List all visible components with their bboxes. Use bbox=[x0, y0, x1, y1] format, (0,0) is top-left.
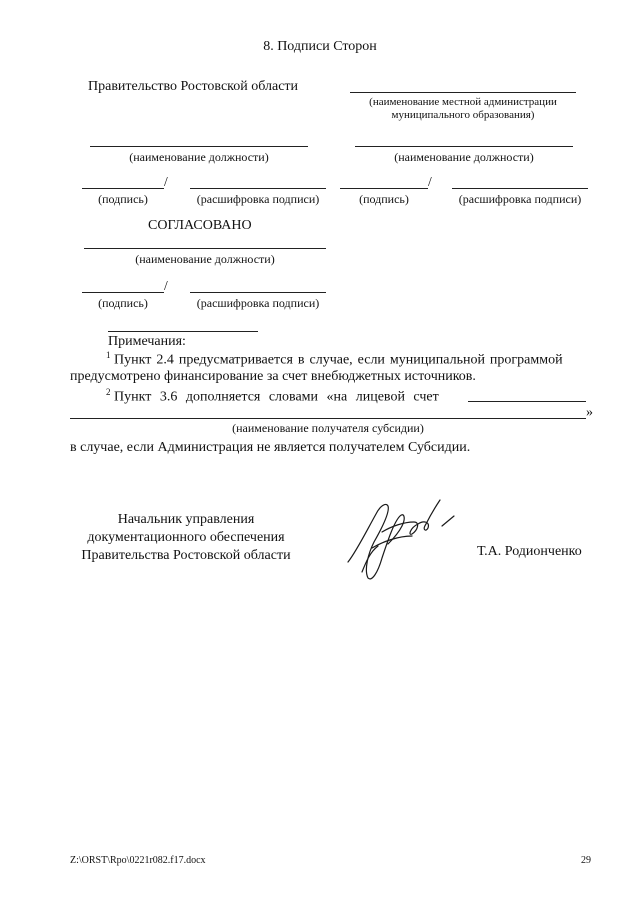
footer-file-path: Z:\ORST\Rpo\0221r082.f17.docx bbox=[70, 855, 206, 866]
note-2-continuation: в случае, если Администрация не является получателем Субсидии. bbox=[70, 440, 471, 455]
left-slash: / bbox=[164, 174, 168, 189]
right-party-name-line bbox=[350, 92, 576, 93]
right-party-caption: (наименование местной администрации муниципального образования) bbox=[369, 96, 557, 121]
agreed-slash: / bbox=[164, 278, 168, 293]
agreed-sign-caption: (подпись) bbox=[98, 296, 148, 310]
right-decode-caption: (расшифровка подписи) bbox=[458, 192, 582, 206]
agreed-title: СОГЛАСОВАНО bbox=[148, 218, 252, 233]
right-position-line bbox=[355, 146, 573, 147]
section-heading: 8. Подписи Сторон bbox=[263, 39, 377, 54]
left-position-line bbox=[90, 146, 308, 147]
left-signature-line bbox=[82, 188, 164, 189]
right-sign-caption: (подпись) bbox=[359, 192, 409, 206]
note-2-marker: 2 bbox=[106, 387, 111, 397]
right-signature-line bbox=[340, 188, 428, 189]
note-2 bbox=[106, 387, 439, 406]
notes-title: Примечания: bbox=[108, 334, 186, 349]
left-position-caption: (наименование должности) bbox=[129, 150, 269, 164]
agreed-decode-line bbox=[190, 292, 326, 293]
note-2-close-quote: » bbox=[586, 405, 593, 420]
signatory-title-line-3: Правительства Ростовской области bbox=[81, 548, 291, 563]
left-decode-caption: (расшифровка подписи) bbox=[196, 192, 320, 206]
right-decode-line bbox=[452, 188, 588, 189]
left-party-name: Правительство Ростовской области bbox=[88, 79, 299, 94]
note-1 bbox=[106, 350, 563, 369]
signatory-title-line-1: Начальник управления bbox=[117, 512, 255, 527]
signatory-title-line-2: документационного обеспечения bbox=[87, 530, 285, 545]
note-1-marker: 1 bbox=[106, 350, 111, 360]
agreed-decode-caption: (расшифровка подписи) bbox=[196, 296, 320, 310]
left-sign-caption: (подпись) bbox=[98, 192, 148, 206]
left-decode-line bbox=[190, 188, 326, 189]
note-2-text: Пункт 3.6 дополняется словами «на лицевой счет bbox=[114, 389, 439, 405]
signatory-title bbox=[68, 511, 304, 565]
footer-page-number: 29 bbox=[581, 855, 591, 866]
agreed-position-caption: (наименование должности) bbox=[135, 252, 275, 266]
agreed-signature-line bbox=[82, 292, 164, 293]
recipient-caption: (наименование получателя субсидии) bbox=[232, 421, 424, 435]
recipient-name-line bbox=[70, 418, 586, 419]
right-position-caption: (наименование должности) bbox=[394, 150, 534, 164]
right-slash: / bbox=[428, 174, 432, 189]
agreed-position-line bbox=[84, 248, 326, 249]
handwritten-signature bbox=[342, 492, 460, 584]
note-1-continuation: предусмотрено финансирование за счет внебюджетных источников. bbox=[70, 369, 476, 384]
signatory-name: Т.А. Родионченко bbox=[477, 544, 582, 559]
note-1-text: Пункт 2.4 предусматривается в случае, если муниципальной программой bbox=[114, 352, 563, 368]
account-number-line bbox=[468, 401, 586, 402]
footnote-separator bbox=[108, 331, 258, 332]
